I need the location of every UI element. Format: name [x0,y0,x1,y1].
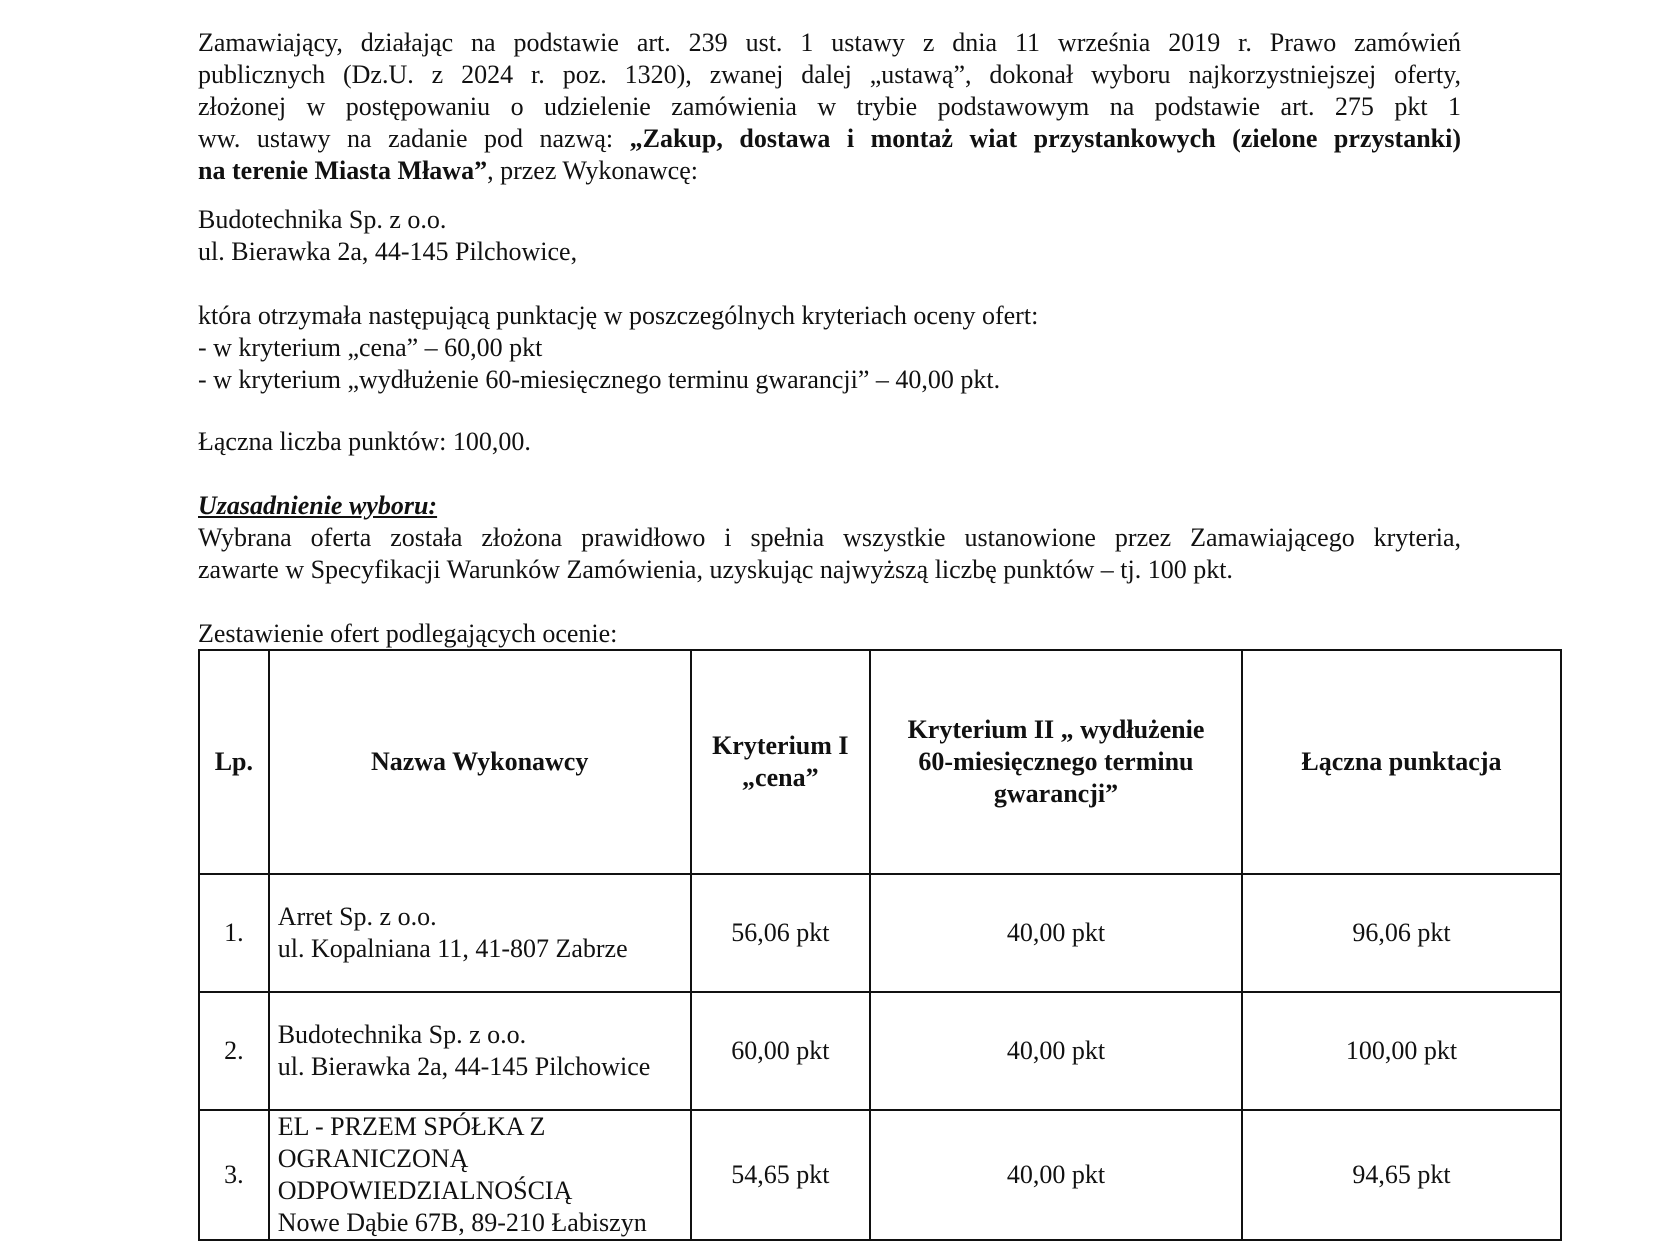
header-criterion-1-line-2: „cena” [742,763,819,792]
row-lp: 3. [199,1110,269,1240]
offers-table [198,649,1562,1241]
winner-block [198,204,1461,268]
header-criterion-2 [870,650,1242,874]
row-total: 100,00 pkt [1242,992,1561,1110]
intro-line-1: Zamawiający, działając na podstawie art. 239 ust. 1 ustawy z dnia 11 września 2019 r. Prawo zamówień [198,28,1461,57]
intro-line-5 [198,155,1461,187]
contractor-name: Budotechnika Sp. z o.o. [277,1020,527,1049]
justification-block [198,490,1461,586]
criteria-block [198,300,1461,396]
table-header-row [199,650,1561,874]
header-criterion-1 [691,650,870,874]
row-criterion-2: 40,00 pkt [870,1110,1242,1240]
row-total: 96,06 pkt [1242,874,1561,992]
criteria-item-price: - w kryterium „cena” – 60,00 pkt [198,333,543,362]
header-criterion-1-line-1: Kryterium I [712,731,849,760]
intro-line-4-prefix: ww. ustawy na zadanie pod nazwą: [198,124,630,153]
intro-line-4 [198,123,1461,155]
table-row [199,992,1561,1110]
row-contractor [269,992,691,1110]
intro-line-5-suffix: , przez Wykonawcę: [487,156,698,185]
table-row [199,874,1561,992]
criteria-item-warranty: - w kryterium „wydłużenie 60-miesięcznego terminu gwarancji” – 40,00 pkt. [198,365,1001,394]
row-contractor [269,1110,691,1240]
tender-title-part-2: na terenie Miasta Mława” [198,156,488,185]
header-name: Nazwa Wykonawcy [269,650,691,874]
contractor-address: ul. Bierawka 2a, 44-145 Pilchowice [277,1052,651,1081]
criteria-intro: która otrzymała następującą punktację w poszczególnych kryteriach oceny ofert: [198,301,1039,330]
row-criterion-2: 40,00 pkt [870,992,1242,1110]
winner-name: Budotechnika Sp. z o.o. [198,205,447,234]
contractor-address: Nowe Dąbie 67B, 89-210 Łabiszyn [277,1208,647,1237]
row-criterion-2: 40,00 pkt [870,874,1242,992]
row-lp: 2. [199,992,269,1110]
row-criterion-1: 54,65 pkt [691,1110,870,1240]
row-contractor [269,874,691,992]
header-total: Łączna punktacja [1242,650,1561,874]
header-criterion-2-line-2: 60-miesięcznego terminu [918,747,1194,776]
header-criterion-2-line-1: Kryterium II „ wydłużenie [907,715,1205,744]
contractor-name-line-1: EL - PRZEM SPÓŁKA Z [277,1112,546,1141]
contractor-name: Arret Sp. z o.o. [277,902,437,931]
header-criterion-2-line-3: gwarancji” [993,779,1119,808]
row-lp: 1. [199,874,269,992]
justification-line-2: zawarte w Specyfikacji Warunków Zamówienia, uzyskując najwyższą liczbę punktów – tj. 100 pkt. [198,555,1233,584]
contractor-name-line-2: OGRANICZONĄ [277,1144,469,1173]
contractor-address: ul. Kopalniana 11, 41-807 Zabrze [277,934,628,963]
winner-address: ul. Bierawka 2a, 44-145 Pilchowice, [198,237,578,266]
intro-line-2: publicznych (Dz.U. z 2024 r. poz. 1320), zwanej dalej „ustawą”, dokonał wyboru najkorzystniejszej oferty, [198,60,1461,89]
row-criterion-1: 60,00 pkt [691,992,870,1110]
justification-line-1: Wybrana oferta została złożona prawidłowo i spełnia wszystkie ustanowione przez Zamawiającego kryteria, [198,523,1461,552]
row-criterion-1: 56,06 pkt [691,874,870,992]
row-total: 94,65 pkt [1242,1110,1561,1240]
header-lp: Lp. [199,650,269,874]
contractor-name-line-3: ODPOWIEDZIALNOŚCIĄ [277,1176,573,1205]
intro-paragraph [198,27,1461,187]
justification-heading: Uzasadnienie wyboru: [198,491,438,520]
tender-title-part-1: „Zakup, dostawa i montaż wiat przystankowych (zielone przystanki) [629,124,1461,153]
summary-label: Zestawienie ofert podlegających ocenie: [198,619,618,648]
table-row [199,1110,1561,1240]
intro-line-3: złożonej w postępowaniu o udzielenie zamówienia w trybie podstawowym na podstawie art. 275 pkt 1 [198,92,1461,121]
total-points: Łączna liczba punktów: 100,00. [198,427,531,456]
